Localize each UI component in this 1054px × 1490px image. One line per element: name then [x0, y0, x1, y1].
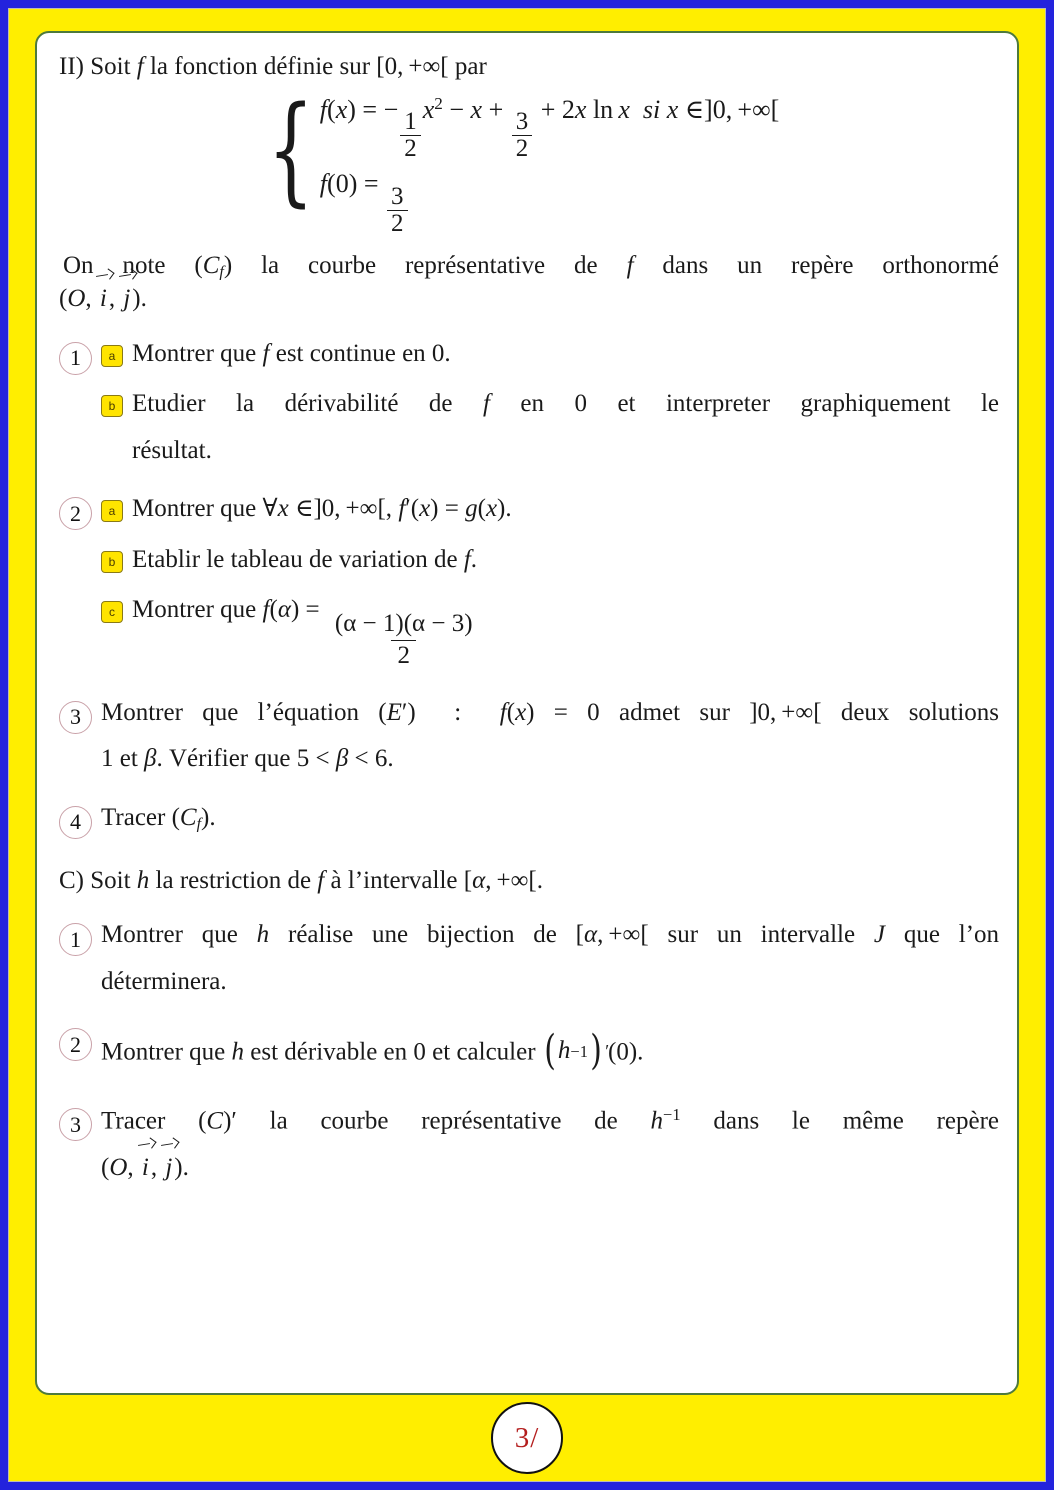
question-b-4-text: Tracer $(C_f)$.	[101, 803, 216, 833]
subquestion-1b-text: Etudier la dérivabilité de f en 0 et interpreter graphiquement le	[132, 390, 999, 418]
question-number-circle: 1	[59, 342, 92, 375]
subquestion-1a-text: Montrer que f est continue en 0.	[132, 339, 451, 367]
question-c-3-repere: (O, i, j).	[101, 1152, 999, 1185]
question-number-circle: 2	[59, 1028, 92, 1061]
page-number-badge: 3/	[491, 1402, 563, 1474]
vector-i: i	[140, 1152, 151, 1185]
system-case-1: f(x) = − $\frac{1}{2}$ $x^2 - x$ + $\frac{3}{2}$ + 2x ln x si x ∈]0, +∞[	[319, 93, 780, 162]
section-c-prefix: C)	[59, 866, 84, 894]
paper-sheet	[35, 31, 1019, 1395]
sub-badge-a: a	[101, 500, 123, 522]
case1-frac1-num: 1	[404, 108, 417, 136]
alpha-fraction	[329, 610, 479, 671]
subquestion-1b	[101, 388, 999, 471]
subquestion-2b-text: Etablir le tableau de variation de f.	[132, 545, 478, 573]
sub-badge-b: b	[101, 551, 123, 573]
case1-frac2-den: 2	[512, 135, 532, 161]
section-c-line: C) Soit h la restriction de f à l’intervalle [α, +∞[.	[59, 866, 543, 894]
question-number-circle: 3	[59, 1108, 92, 1141]
case1-frac1-den: 2	[400, 135, 420, 161]
question-c-2-text: Montrer que h est dérivable en 0 et calculer ( h −1 ) ′ (0).	[101, 1024, 999, 1078]
page-number-area	[9, 1402, 1045, 1474]
subquestion-2b	[101, 544, 999, 581]
question-b-4	[59, 802, 999, 839]
sub-badge-b: b	[101, 395, 123, 417]
question-c-1-cont: déterminera.	[101, 967, 227, 995]
inverse-derivative-expr: ( h −1 ) ′	[544, 1026, 608, 1075]
intro-text: Soit f la fonction définie sur [0, +∞[ par	[90, 53, 487, 80]
question-number-circle: 3	[59, 701, 92, 734]
system-brace: {	[267, 79, 314, 218]
piecewise-system	[59, 79, 999, 237]
subquestion-2a-text: Montrer que ∀x ∈]0, +∞[, f′(x) = g(x).	[132, 495, 512, 523]
question-b-2	[59, 493, 999, 674]
question-c-3-text: Tracer (C)′ la courbe représentative de $h^{-1}$ dans le même repère	[101, 1105, 1000, 1135]
sub-badge-a: a	[101, 345, 123, 367]
note-line-1: On note $(C_f)$ la courbe représentative de f dans un repère orthonormé	[63, 252, 1000, 281]
alpha-fraction-num: (α − 1)(α − 3)	[334, 610, 473, 638]
vector-i: i	[98, 283, 109, 316]
case2-frac-den: 2	[387, 210, 407, 236]
question-b-3	[59, 697, 999, 780]
vector-j: j	[163, 1152, 174, 1185]
question-number-circle: 2	[59, 497, 92, 530]
document-content	[37, 33, 1017, 1199]
question-number-circle: 1	[59, 923, 92, 956]
system-case-2: f(0) = $\frac{3}{2}$	[320, 169, 779, 236]
intro-prefix: II)	[59, 53, 84, 80]
question-b-3-cont: 1 et β. Vérifier que 5 < β < 6.	[101, 745, 394, 773]
question-c-1-text: Montrer que h réalise une bijection de [α, +∞[ sur un intervalle J que l’on	[101, 921, 1000, 949]
subquestion-1b-cont: résultat.	[132, 436, 212, 464]
case2-frac-num: 3	[391, 183, 404, 211]
alpha-fraction-den: 2	[391, 640, 416, 671]
case1-frac2-num: 3	[515, 108, 529, 136]
subquestion-2c-text: Montrer que f(α) = $\frac{(\alpha - 1)(\alpha - 3)}{2}$	[132, 594, 999, 670]
question-b-3-text: Montrer que l’équation (E′) : f(x) = 0 admet sur ]0, +∞[ deux solutions	[101, 698, 999, 726]
intro-line	[59, 51, 999, 84]
subquestion-2a	[101, 493, 999, 530]
question-c-3	[59, 1104, 999, 1189]
sub-badge-c: c	[101, 601, 123, 623]
vector-j: j	[121, 283, 132, 316]
page-yellow-frame	[9, 9, 1045, 1481]
subquestion-1a	[101, 338, 999, 375]
question-number-circle: 4	[59, 806, 92, 839]
question-c-1	[59, 919, 999, 1002]
question-c-2	[59, 1024, 999, 1082]
question-b-1	[59, 338, 999, 472]
note-line-2: (O, i, j).	[59, 283, 999, 316]
subquestion-2c	[101, 594, 999, 674]
